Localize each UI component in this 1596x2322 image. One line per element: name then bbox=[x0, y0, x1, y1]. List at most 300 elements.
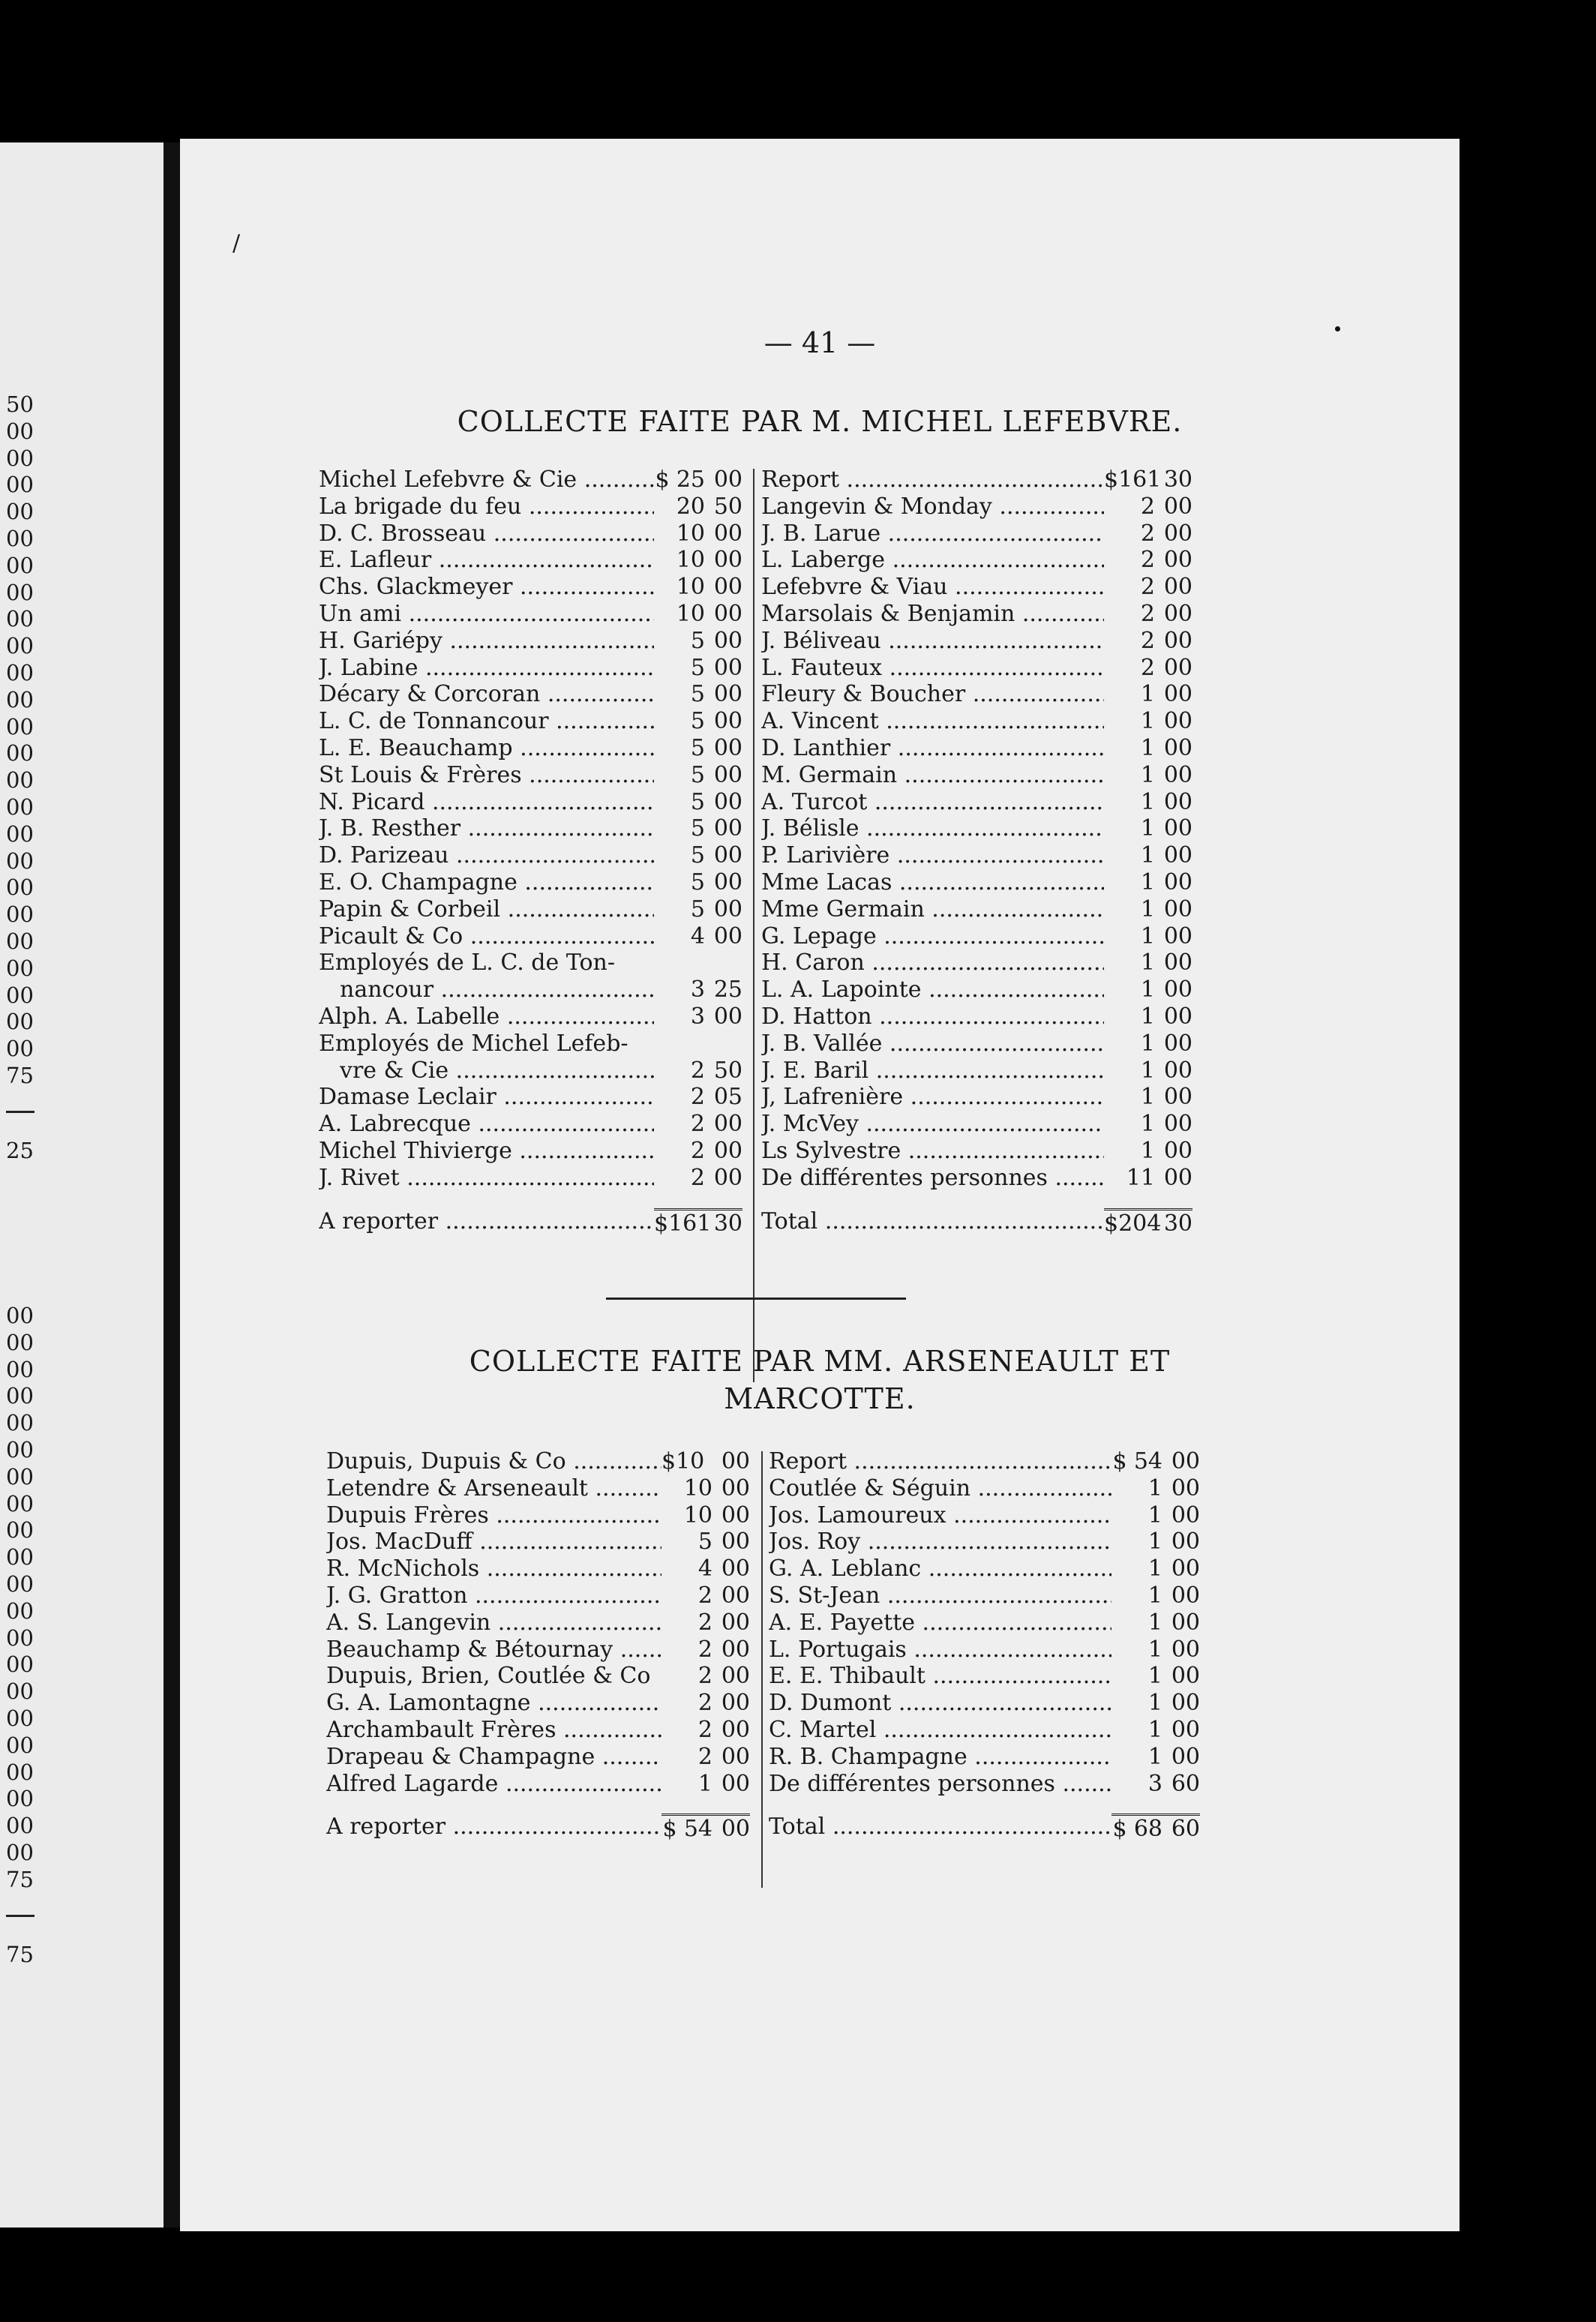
amount-cents: 00 bbox=[1171, 1663, 1200, 1690]
amount-dollars: 1 bbox=[1140, 1030, 1155, 1057]
dollar-sign bbox=[1104, 1084, 1120, 1111]
amount-dollars: 1 bbox=[1140, 681, 1155, 708]
amount-cents: 00 bbox=[713, 1003, 742, 1030]
dollar-sign bbox=[1104, 1030, 1120, 1058]
total-label: A reporter ..... bbox=[319, 1208, 654, 1235]
total-row bbox=[319, 1208, 742, 1235]
donor-name: G. A. Lamontagne ..... bbox=[326, 1690, 662, 1717]
list-item bbox=[326, 1556, 750, 1582]
donor-name: Letendre & Arseneault ..... bbox=[326, 1475, 662, 1502]
dollar-sign bbox=[1104, 842, 1120, 869]
donor-name: L. C. de Tonnancour ..... bbox=[319, 708, 654, 735]
dollar-sign bbox=[654, 1111, 670, 1138]
amount-dollars: 1 bbox=[1148, 1528, 1162, 1556]
amount-cents: 00 bbox=[1163, 493, 1192, 520]
amount-dollars: 1 bbox=[1140, 708, 1155, 735]
dollar-sign bbox=[1104, 896, 1120, 923]
amount-dollars: 2 bbox=[1140, 547, 1155, 574]
dollar-sign bbox=[662, 1502, 678, 1529]
donor-name: A. Labrecque ..... bbox=[319, 1111, 654, 1138]
amount-cents: 50 bbox=[713, 1057, 742, 1084]
list-item bbox=[319, 869, 742, 896]
donor-name: L. Portugais ..... bbox=[769, 1636, 1112, 1664]
previous-page-amount: 00 bbox=[6, 794, 34, 820]
amount-cents: 00 bbox=[721, 1502, 750, 1528]
previous-page-amount: 00 bbox=[6, 874, 34, 901]
donor-name: J. Béliveau ..... bbox=[761, 628, 1104, 655]
amount-cents: 00 bbox=[721, 1716, 750, 1743]
previous-page-total: 25 bbox=[6, 1137, 34, 1163]
list-item bbox=[319, 1004, 742, 1030]
dollar-sign: $161 bbox=[1104, 466, 1162, 493]
amount-dollars: 2 bbox=[698, 1663, 712, 1690]
amount-cents: 00 bbox=[713, 896, 742, 922]
amount-dollars: 2 bbox=[690, 1137, 705, 1164]
dollar-sign bbox=[1112, 1690, 1128, 1717]
amount-cents: 00 bbox=[1163, 1164, 1192, 1191]
amount-dollars bbox=[670, 1030, 705, 1058]
previous-page-amount: 00 bbox=[6, 1839, 34, 1865]
amount-cents: 00 bbox=[1163, 574, 1192, 601]
previous-page-amount: 00 bbox=[6, 1490, 34, 1516]
list-item bbox=[769, 1502, 1200, 1529]
dollar-sign bbox=[662, 1744, 678, 1771]
list-item bbox=[761, 628, 1192, 655]
amount-cents: 00 bbox=[713, 708, 742, 735]
amount-cents: 00 bbox=[1171, 1716, 1200, 1743]
amount-dollars: 2 bbox=[690, 1164, 705, 1191]
previous-page-amount: 00 bbox=[6, 1410, 34, 1436]
total-label: Total ..... bbox=[761, 1208, 1104, 1235]
amount-cents: 25 bbox=[713, 976, 742, 1004]
donor-name: J. Rivet ..... bbox=[319, 1165, 654, 1192]
donor-name: A. Vincent ..... bbox=[761, 708, 1104, 735]
amount-cents: 60 bbox=[1171, 1770, 1200, 1797]
amount-dollars: 2 bbox=[1140, 627, 1155, 654]
rule-line bbox=[6, 1111, 34, 1113]
dollar-sign bbox=[654, 574, 670, 601]
dollar-sign bbox=[1112, 1475, 1128, 1502]
amount-cents: 00 bbox=[1163, 761, 1192, 788]
previous-page-amount: 00 bbox=[6, 633, 34, 659]
dollar-sign bbox=[1112, 1502, 1128, 1529]
previous-page-amount: 00 bbox=[6, 767, 34, 794]
list-item bbox=[761, 1004, 1192, 1030]
dollar-sign bbox=[654, 1058, 670, 1084]
list-item bbox=[761, 923, 1192, 950]
donor-name: J. B. Resther ..... bbox=[319, 815, 654, 842]
previous-page-amount: 00 bbox=[6, 606, 34, 632]
donor-name: J. B. Vallée ..... bbox=[761, 1030, 1104, 1058]
donor-name: P. Larivière ..... bbox=[761, 842, 1104, 869]
list-item bbox=[761, 681, 1192, 708]
previous-page-amount: 00 bbox=[6, 472, 34, 498]
donor-name: S. St-Jean ..... bbox=[769, 1582, 1112, 1610]
donor-name: J. Bélisle ..... bbox=[761, 815, 1104, 842]
amount-dollars: 1 bbox=[1140, 734, 1155, 761]
list-item bbox=[769, 1448, 1200, 1475]
previous-page-edge bbox=[0, 142, 164, 2228]
donor-name: Drapeau & Champagne ..... bbox=[326, 1744, 662, 1771]
total-row bbox=[769, 1814, 1200, 1843]
amount-dollars: 5 bbox=[690, 654, 705, 681]
dollar-sign bbox=[1112, 1771, 1128, 1798]
dollar-sign bbox=[654, 1004, 670, 1030]
donor-name: Un ami ..... bbox=[319, 601, 654, 628]
list-item bbox=[326, 1717, 750, 1744]
amount-cents: 00 bbox=[1171, 1556, 1200, 1582]
previous-page-amount: 00 bbox=[6, 1813, 34, 1839]
donor-name: Report ..... bbox=[761, 466, 1104, 494]
donor-name: G. A. Leblanc ..... bbox=[769, 1556, 1112, 1582]
dollar-sign bbox=[654, 708, 670, 735]
donor-list-left bbox=[319, 466, 742, 1237]
amount-cents: 00 bbox=[1171, 1582, 1200, 1609]
previous-page-amount: 00 bbox=[6, 1009, 34, 1035]
list-item bbox=[761, 494, 1192, 520]
dollar-sign bbox=[654, 842, 670, 869]
list-item bbox=[319, 735, 742, 762]
list-item bbox=[319, 1058, 742, 1084]
amount-cents: 30 bbox=[705, 1208, 742, 1235]
list-item bbox=[319, 628, 742, 655]
amount-cents: 00 bbox=[721, 1582, 750, 1609]
list-item bbox=[761, 1058, 1192, 1084]
donor-name: E. Lafleur ..... bbox=[319, 547, 654, 574]
amount-dollars: 11 bbox=[1126, 1164, 1155, 1191]
list-item bbox=[769, 1475, 1200, 1502]
amount-dollars bbox=[678, 1448, 712, 1475]
previous-page-amount: 00 bbox=[6, 579, 34, 605]
list-item bbox=[761, 708, 1192, 735]
donor-name: De différentes personnes ..... bbox=[761, 1165, 1104, 1192]
dollar-sign bbox=[1104, 1058, 1120, 1084]
amount-cents: 00 bbox=[713, 547, 742, 574]
list-item bbox=[326, 1771, 750, 1798]
amount-dollars: 2 bbox=[698, 1716, 712, 1743]
donor-name: H. Caron ..... bbox=[761, 950, 1104, 976]
list-item bbox=[769, 1717, 1200, 1744]
amount-dollars: 2 bbox=[1140, 600, 1155, 627]
previous-page-column-bottom bbox=[6, 1303, 34, 1968]
list-item bbox=[761, 735, 1192, 762]
dollar-sign bbox=[1104, 735, 1120, 762]
dollar-sign bbox=[1104, 547, 1120, 574]
previous-page-total: 75 bbox=[6, 1941, 34, 1967]
amount-cents: 00 bbox=[1171, 1448, 1200, 1474]
dollar-sign bbox=[654, 789, 670, 816]
amount-cents: 00 bbox=[1163, 1137, 1192, 1164]
dollar-sign bbox=[1104, 1004, 1120, 1030]
dollar-sign: $ bbox=[1112, 1448, 1127, 1474]
previous-page-amount: 75 bbox=[6, 1062, 34, 1088]
dollar-sign bbox=[654, 1165, 670, 1192]
dollar-sign bbox=[654, 601, 670, 628]
amount-dollars: 54 bbox=[678, 1814, 712, 1840]
amount-dollars: 1 bbox=[1140, 976, 1155, 1004]
amount-dollars: 1 bbox=[1148, 1609, 1162, 1636]
amount-cents: 30 bbox=[1163, 466, 1192, 493]
donor-name: Coutlée & Séguin ..... bbox=[769, 1475, 1112, 1502]
amount-dollars: 4 bbox=[698, 1556, 712, 1582]
donor-name: La brigade du feu ..... bbox=[319, 494, 654, 520]
dollar-sign bbox=[1112, 1528, 1128, 1556]
amount-dollars: 1 bbox=[1148, 1474, 1162, 1502]
donor-name: St Louis & Frères ..... bbox=[319, 762, 654, 789]
donor-name: M. Germain ..... bbox=[761, 762, 1104, 789]
amount-dollars: 1 bbox=[1140, 1084, 1155, 1111]
dollar-sign bbox=[662, 1582, 678, 1610]
amount-dollars: 25 bbox=[676, 466, 705, 493]
amount-cents: 00 bbox=[713, 600, 742, 627]
dollar-sign bbox=[1104, 681, 1120, 708]
amount-dollars: 1 bbox=[1148, 1636, 1162, 1663]
list-item bbox=[319, 842, 742, 869]
amount-cents: 00 bbox=[713, 627, 742, 654]
donor-list-right bbox=[769, 1448, 1200, 1843]
donor-name: Employés de L. C. de Ton- bbox=[319, 950, 615, 976]
amount-dollars: 2 bbox=[1140, 520, 1155, 547]
amount-cents: 00 bbox=[1163, 600, 1192, 627]
dollar-sign bbox=[1104, 708, 1120, 735]
amount-cents: 00 bbox=[1163, 1030, 1192, 1057]
list-item bbox=[761, 1138, 1192, 1165]
dollar-sign bbox=[1104, 789, 1120, 816]
amount-cents: 00 bbox=[721, 1770, 750, 1797]
donor-name: Jos. Lamoureux ..... bbox=[769, 1502, 1112, 1529]
amount-dollars: 54 bbox=[1133, 1448, 1162, 1474]
list-item bbox=[319, 1030, 742, 1058]
previous-page-amount: 00 bbox=[6, 1383, 34, 1409]
amount-cents: 00 bbox=[1163, 868, 1192, 896]
list-item bbox=[326, 1528, 750, 1556]
donor-name: H. Gariépy ..... bbox=[319, 628, 654, 655]
dollar-sign bbox=[1112, 1582, 1128, 1610]
amount-dollars: 2 bbox=[698, 1609, 712, 1636]
amount-cents: 00 bbox=[1163, 654, 1192, 681]
amount-dollars: 1 bbox=[1140, 922, 1155, 950]
dollar-sign bbox=[654, 628, 670, 655]
amount-cents: 00 bbox=[1163, 734, 1192, 761]
section-title-line-2: MARCOTTE. bbox=[724, 1382, 916, 1415]
list-item bbox=[769, 1663, 1200, 1690]
donor-name: J. E. Baril ..... bbox=[761, 1058, 1104, 1084]
amount-cents: 00 bbox=[1171, 1528, 1200, 1556]
donor-name: nancour ..... bbox=[319, 976, 654, 1004]
previous-page-amount: 00 bbox=[6, 1463, 34, 1490]
previous-page-amount: 00 bbox=[6, 1436, 34, 1462]
previous-page-amount: 00 bbox=[6, 1598, 34, 1624]
amount-dollars: 1 bbox=[1140, 761, 1155, 788]
dollar-sign bbox=[1112, 1610, 1128, 1636]
previous-page-amount: 00 bbox=[6, 1544, 34, 1570]
dollar-sign bbox=[1112, 1744, 1128, 1771]
page-mark: / bbox=[232, 230, 241, 256]
dollar-sign bbox=[654, 735, 670, 762]
dollar-sign bbox=[1104, 869, 1120, 896]
amount-cents: 00 bbox=[1163, 627, 1192, 654]
list-item bbox=[319, 601, 742, 628]
list-item bbox=[761, 869, 1192, 896]
amount-cents: 00 bbox=[713, 868, 742, 896]
amount-cents: 00 bbox=[712, 1814, 750, 1840]
donor-name: R. McNichols ..... bbox=[326, 1556, 662, 1582]
amount-dollars: 5 bbox=[690, 761, 705, 788]
previous-page-amount: 00 bbox=[6, 1356, 34, 1382]
amount-dollars: 3 bbox=[690, 976, 705, 1004]
amount-cents: 00 bbox=[713, 1111, 742, 1138]
amount-cents: 00 bbox=[713, 815, 742, 842]
donor-name: Langevin & Monday ..... bbox=[761, 494, 1104, 520]
dollar-sign bbox=[654, 681, 670, 708]
donor-name: Jos. Roy ..... bbox=[769, 1528, 1112, 1556]
amount-cents: 00 bbox=[1163, 708, 1192, 735]
amount-cents: 00 bbox=[721, 1663, 750, 1690]
amount-dollars: 1 bbox=[1140, 1003, 1155, 1030]
previous-page-amount: 00 bbox=[6, 418, 34, 444]
dollar-sign bbox=[1104, 923, 1120, 950]
amount-cents: 00 bbox=[721, 1474, 750, 1502]
previous-page-amount: 00 bbox=[6, 445, 34, 471]
amount-cents: 00 bbox=[1171, 1609, 1200, 1636]
amount-cents: 50 bbox=[713, 493, 742, 520]
dollar-sign bbox=[1104, 762, 1120, 789]
dollar-sign bbox=[654, 869, 670, 896]
amount-dollars: 10 bbox=[676, 520, 705, 547]
previous-page-amount: 00 bbox=[6, 659, 34, 686]
amount-cents: 00 bbox=[713, 1164, 742, 1191]
amount-cents: 00 bbox=[721, 1690, 750, 1717]
amount-dollars: 2 bbox=[698, 1690, 712, 1717]
amount-dollars bbox=[670, 950, 705, 976]
amount-dollars: 2 bbox=[698, 1743, 712, 1770]
amount-cents: 00 bbox=[1163, 950, 1192, 976]
dollar-sign bbox=[1104, 950, 1120, 976]
dollar-sign: $ bbox=[662, 1814, 678, 1840]
amount-dollars bbox=[670, 1208, 705, 1235]
donor-name: Mme Germain ..... bbox=[761, 896, 1104, 923]
amount-cents: 00 bbox=[713, 520, 742, 547]
dollar-sign: $ bbox=[1112, 1814, 1128, 1840]
dollar-sign bbox=[654, 923, 670, 950]
dollar-sign bbox=[1112, 1556, 1128, 1582]
donor-name: L. A. Lapointe ..... bbox=[761, 976, 1104, 1004]
amount-dollars: 1 bbox=[1148, 1502, 1162, 1528]
amount-cents bbox=[705, 950, 742, 976]
dollar-sign bbox=[654, 547, 670, 574]
previous-page-amount: 00 bbox=[6, 686, 34, 712]
list-item bbox=[769, 1690, 1200, 1717]
amount-cents: 00 bbox=[1171, 1636, 1200, 1663]
list-item bbox=[769, 1636, 1200, 1664]
donor-name: J, Lafrenière ..... bbox=[761, 1084, 1104, 1111]
list-item bbox=[761, 1084, 1192, 1111]
list-item bbox=[319, 574, 742, 601]
donor-name: Dupuis, Dupuis & Co ..... bbox=[326, 1448, 662, 1475]
list-item bbox=[326, 1663, 750, 1690]
donor-name: E. O. Champagne ..... bbox=[319, 869, 654, 896]
amount-dollars: 10 bbox=[683, 1474, 712, 1502]
dollar-sign: $204 bbox=[1104, 1208, 1120, 1235]
amount-cents: 00 bbox=[1163, 1057, 1192, 1084]
list-item bbox=[761, 896, 1192, 923]
donor-name: Alfred Lagarde ..... bbox=[326, 1771, 662, 1798]
donor-name: Picault & Co ..... bbox=[319, 923, 654, 950]
amount-cents: 00 bbox=[721, 1636, 750, 1663]
dollar-sign bbox=[662, 1556, 678, 1582]
amount-cents: 00 bbox=[1163, 976, 1192, 1004]
list-item bbox=[761, 601, 1192, 628]
amount-dollars: 5 bbox=[690, 815, 705, 842]
amount-cents: 00 bbox=[1163, 1084, 1192, 1111]
previous-page-amount: 00 bbox=[6, 982, 34, 1008]
list-item bbox=[761, 1165, 1192, 1192]
amount-cents: 00 bbox=[721, 1609, 750, 1636]
list-item bbox=[319, 520, 742, 548]
amount-dollars: 3 bbox=[1148, 1770, 1162, 1797]
amount-cents: 00 bbox=[1171, 1474, 1200, 1502]
list-item bbox=[769, 1744, 1200, 1771]
amount-dollars: 1 bbox=[1140, 950, 1155, 976]
donor-name: Jos. MacDuff ..... bbox=[326, 1528, 662, 1556]
list-item bbox=[761, 762, 1192, 789]
list-item bbox=[319, 976, 742, 1004]
list-item bbox=[769, 1556, 1200, 1582]
previous-page-amount: 00 bbox=[6, 1759, 34, 1785]
amount-dollars: 10 bbox=[683, 1502, 712, 1528]
amount-dollars: 5 bbox=[690, 708, 705, 735]
amount-dollars: 1 bbox=[1140, 1057, 1155, 1084]
amount-cents: 00 bbox=[713, 922, 742, 950]
dollar-sign bbox=[654, 976, 670, 1004]
dollar-sign bbox=[1104, 976, 1120, 1004]
amount-dollars: 2 bbox=[690, 1111, 705, 1138]
amount-dollars: 68 bbox=[1128, 1814, 1162, 1840]
amount-cents: 00 bbox=[713, 654, 742, 681]
donor-name: E. E. Thibault ..... bbox=[769, 1663, 1112, 1690]
amount-cents: 00 bbox=[1171, 1690, 1200, 1717]
donor-list-right bbox=[761, 466, 1192, 1237]
dollar-sign bbox=[662, 1636, 678, 1664]
list-item bbox=[319, 494, 742, 520]
amount-dollars: 5 bbox=[690, 627, 705, 654]
previous-page-amount: 00 bbox=[6, 928, 34, 954]
dollar-sign bbox=[654, 896, 670, 923]
donor-name: D. Lanthier ..... bbox=[761, 735, 1104, 762]
amount-dollars: 1 bbox=[1148, 1716, 1162, 1743]
column-divider bbox=[761, 1451, 763, 1888]
donor-name: G. Lepage ..... bbox=[761, 923, 1104, 950]
dollar-sign bbox=[654, 655, 670, 682]
list-item bbox=[761, 1030, 1192, 1058]
amount-dollars: 5 bbox=[690, 842, 705, 869]
previous-page-amount: 00 bbox=[6, 1036, 34, 1062]
dollar-sign bbox=[1112, 1717, 1128, 1744]
dollar-sign bbox=[1104, 1138, 1120, 1165]
donor-name: J. G. Gratton ..... bbox=[326, 1582, 662, 1610]
donor-name: Papin & Corbeil ..... bbox=[319, 896, 654, 923]
amount-dollars: 2 bbox=[698, 1636, 712, 1663]
dollar-sign bbox=[1104, 601, 1120, 628]
list-item bbox=[761, 1111, 1192, 1138]
amount-dollars: 1 bbox=[1148, 1582, 1162, 1609]
amount-cents: 60 bbox=[1162, 1814, 1200, 1840]
donor-name: L. Fauteux ..... bbox=[761, 655, 1104, 682]
donor-name: Lefebvre & Viau ..... bbox=[761, 574, 1104, 601]
donor-name: D. Parizeau ..... bbox=[319, 842, 654, 869]
list-item bbox=[761, 547, 1192, 574]
dollar-sign bbox=[662, 1475, 678, 1502]
